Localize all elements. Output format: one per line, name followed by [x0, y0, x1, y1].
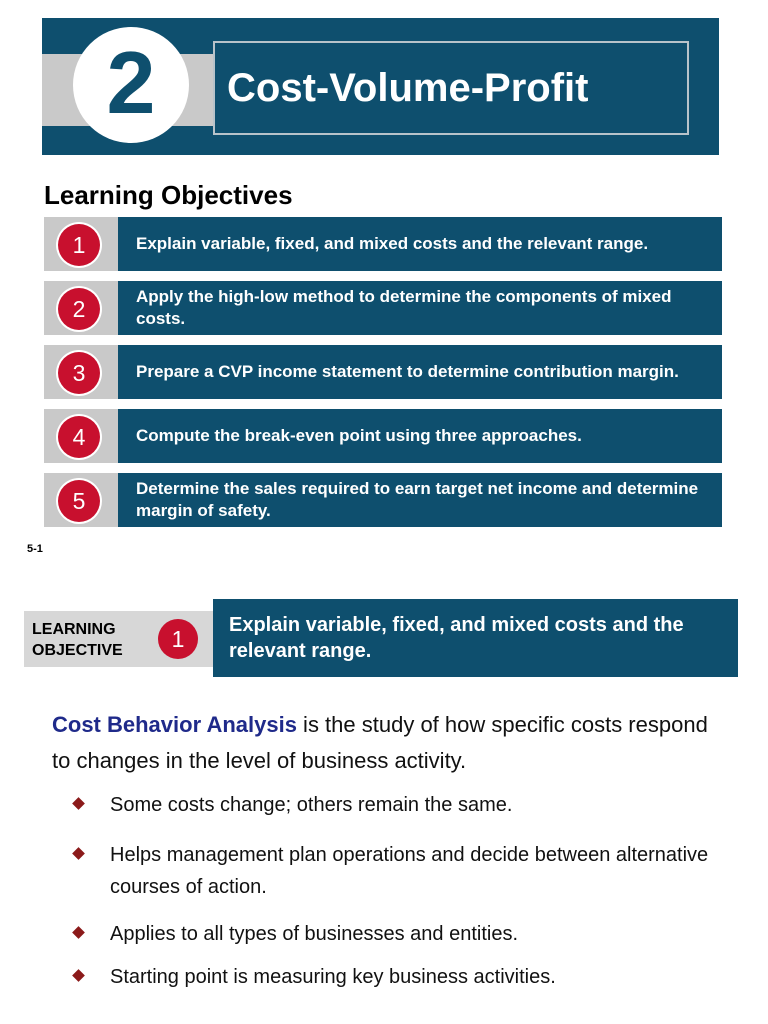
objective-text: Explain variable, fixed, and mixed costs and the relevant range. [136, 234, 649, 253]
objective-number-badge: 5 [58, 480, 100, 522]
objective-number-cell [44, 409, 118, 463]
objective-text: Prepare a CVP income statement to determine contribution margin. [136, 362, 679, 381]
intro-paragraph [52, 707, 732, 779]
bullet-text: Applies to all types of businesses and entities. [110, 923, 519, 945]
objective-text-cell [118, 409, 722, 463]
objective-text-cell [118, 281, 722, 335]
objective-row [44, 345, 722, 399]
intro-text: is the study of how specific costs respond to changes in the level of business activity. [52, 712, 708, 773]
objective-number-badge: 3 [58, 352, 100, 394]
bullet-text: Some costs change; others remain the same. [110, 794, 513, 816]
objective-text: Determine the sales required to earn target net income and determine margin of safety. [136, 479, 699, 520]
diamond-bullet-icon [72, 797, 85, 810]
diamond-bullet-icon [72, 847, 85, 860]
objective-row [44, 281, 722, 335]
learning-objectives-heading: Learning Objectives [44, 180, 293, 210]
diamond-bullet-icon [72, 969, 85, 982]
chapter-title: Cost-Volume-Profit [227, 65, 589, 110]
objective-number-badge: 1 [158, 619, 198, 659]
objective-number-cell [44, 473, 118, 527]
chapter-number-badge [73, 27, 189, 143]
chapter-number: 2 [106, 33, 156, 132]
objective-text: Compute the break-even point using three approaches. [136, 426, 582, 445]
objective-text-cell [118, 473, 722, 527]
objective-row [44, 217, 722, 271]
objective-number-badge: 4 [58, 416, 100, 458]
objective-text: Apply the high-low method to determine the components of mixed costs. [136, 287, 672, 328]
objective-number-badge: 2 [58, 288, 100, 330]
chapter-title-box [213, 41, 689, 135]
objective-banner-box [213, 599, 738, 677]
objective-row [44, 409, 722, 463]
objective-number-cell [44, 217, 118, 271]
page-number: 5-1 [27, 543, 43, 555]
objective-label-line1: LEARNING [32, 621, 116, 638]
bullet-text: Helps management plan operations and decide between alternative courses of action. [110, 844, 709, 898]
intro-term: Cost Behavior Analysis [52, 712, 297, 737]
diamond-bullet-icon [72, 926, 85, 939]
bullet-text: Starting point is measuring key business activities. [110, 966, 556, 988]
objective-text-cell [118, 345, 722, 399]
objective-text-cell [118, 217, 722, 271]
objective-number-cell [44, 345, 118, 399]
objective-number-badge: 1 [58, 224, 100, 266]
objective-label [32, 619, 142, 661]
objective-label-line2: OBJECTIVE [32, 642, 123, 659]
objective-number-cell [44, 281, 118, 335]
objective-row [44, 473, 722, 527]
objective-banner-text: Explain variable, fixed, and mixed costs and the relevant range. [229, 614, 684, 662]
